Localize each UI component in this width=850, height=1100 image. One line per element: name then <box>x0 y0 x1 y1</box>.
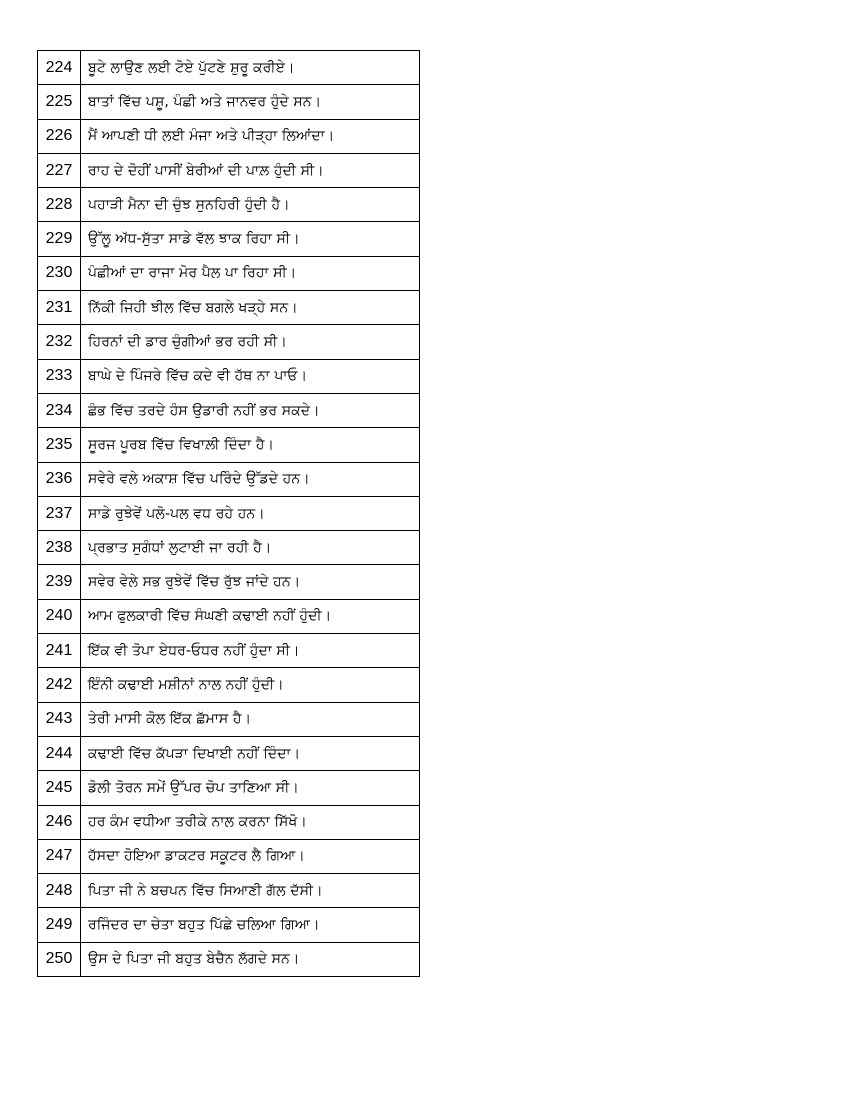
row-number: 247 <box>38 839 81 873</box>
row-number: 246 <box>38 805 81 839</box>
row-number: 234 <box>38 393 81 427</box>
row-sentence: ਪ੍ਰਭਾਤ ਸੁਗੰਧਾਂ ਲੁਟਾਈ ਜਾ ਰਹੀ ਹੈ। <box>81 531 420 565</box>
table-row <box>38 359 420 393</box>
row-number: 238 <box>38 531 81 565</box>
table-row <box>38 634 420 668</box>
table-row <box>38 119 420 153</box>
row-number: 249 <box>38 908 81 942</box>
row-number: 241 <box>38 634 81 668</box>
row-number: 229 <box>38 222 81 256</box>
row-sentence: ਨਿੱਕੀ ਜਿਹੀ ਝੀਲ ਵਿੱਚ ਬਗਲੇ ਖੜ੍ਹੇ ਸਨ। <box>81 291 420 325</box>
table-row <box>38 85 420 119</box>
row-sentence: ਡੋਲੀ ਤੋਰਨ ਸਮੇਂ ਉੱਪਰ ਚੋਪ ਤਾਣਿਆ ਸੀ। <box>81 771 420 805</box>
table-row <box>38 531 420 565</box>
row-sentence: ਹਰ ਕੰਮ ਵਧੀਆ ਤਰੀਕੇ ਨਾਲ ਕਰਨਾ ਸਿੱਖੋ। <box>81 805 420 839</box>
table-row <box>38 874 420 908</box>
row-sentence: ਉੱਲੂ ਅੱਧ-ਸੁੱਤਾ ਸਾਡੇ ਵੱਲ ਝਾਕ ਰਿਹਾ ਸੀ। <box>81 222 420 256</box>
table-row <box>38 599 420 633</box>
table-row <box>38 771 420 805</box>
table-row <box>38 736 420 770</box>
row-sentence: ਬਾਘੇ ਦੇ ਪਿੰਜਰੇ ਵਿੱਚ ਕਦੇ ਵੀ ਹੱਥ ਨਾ ਪਾਓ। <box>81 359 420 393</box>
row-sentence: ਸੂਰਜ ਪੂਰਬ ਵਿੱਚ ਵਿਖਾਲ਼ੀ ਦਿੰਦਾ ਹੈ। <box>81 428 420 462</box>
row-sentence: ਇੰਨੀ ਕਢਾਈ ਮਸ਼ੀਨਾਂ ਨਾਲ ਨਹੀਂ ਹੁੰਦੀ। <box>81 668 420 702</box>
row-number: 232 <box>38 325 81 359</box>
row-sentence: ਬੂਟੇ ਲਾਉਣ ਲਈ ਟੋਏ ਪੁੱਟਣੇ ਸ਼ੁਰੂ ਕਰੀਏ। <box>81 51 420 85</box>
row-sentence: ਪੰਛੀਆਂ ਦਾ ਰਾਜਾ ਮੋਰ ਪੈਲ ਪਾ ਰਿਹਾ ਸੀ। <box>81 256 420 290</box>
row-number: 250 <box>38 942 81 976</box>
row-sentence: ਸਵੇਰੇ ਵਲੇ ਅਕਾਸ਼ ਵਿੱਚ ਪਰਿੰਦੇ ਉੱਡਦੇ ਹਨ। <box>81 462 420 496</box>
table-row <box>38 291 420 325</box>
table-row <box>38 325 420 359</box>
table-row <box>38 462 420 496</box>
row-sentence: ਬਾਤਾਂ ਵਿੱਚ ਪਸ਼ੂ, ਪੰਛੀ ਅਤੇ ਜਾਨਵਰ ਹੁੰਦੇ ਸਨ। <box>81 85 420 119</box>
row-number: 245 <box>38 771 81 805</box>
row-sentence: ਤੇਰੀ ਮਾਸੀ ਕੋਲ ਇੱਕ ਛੱਮਾਸ ਹੈ। <box>81 702 420 736</box>
row-number: 237 <box>38 496 81 530</box>
row-number: 235 <box>38 428 81 462</box>
row-number: 240 <box>38 599 81 633</box>
row-sentence: ਪਹਾੜੀ ਮੈਨਾ ਦੀ ਚੁੰਝ ਸੁਨਹਿਰੀ ਹੁੰਦੀ ਹੈ। <box>81 188 420 222</box>
table-row <box>38 393 420 427</box>
row-number: 243 <box>38 702 81 736</box>
table-row <box>38 496 420 530</box>
table-row <box>38 702 420 736</box>
table-row <box>38 428 420 462</box>
row-number: 230 <box>38 256 81 290</box>
row-number: 236 <box>38 462 81 496</box>
row-sentence: ਪਿਤਾ ਜੀ ਨੇ ਬਚਪਨ ਵਿੱਚ ਸਿਆਣੀ ਗੱਲ ਦੱਸੀ। <box>81 874 420 908</box>
table-row <box>38 839 420 873</box>
row-sentence: ਉਸ ਦੇ ਪਿਤਾ ਜੀ ਬਹੁਤ ਬੇਚੈਨ ਲੱਗਦੇ ਸਨ। <box>81 942 420 976</box>
row-sentence: ਮੈਂ ਆਪਣੀ ਧੀ ਲਈ ਮੰਜਾ ਅਤੇ ਪੀੜ੍ਹਾ ਲਿਆਂਦਾ। <box>81 119 420 153</box>
row-number: 231 <box>38 291 81 325</box>
table-row <box>38 805 420 839</box>
table-row <box>38 942 420 976</box>
sentence-table <box>37 50 420 977</box>
row-sentence: ਆਮ ਫੁਲਕਾਰੀ ਵਿੱਚ ਸੰਘਣੀ ਕਢਾਈ ਨਹੀਂ ਹੁੰਦੀ। <box>81 599 420 633</box>
table-row <box>38 908 420 942</box>
row-sentence: ਰਾਹ ਦੇ ਦੋਹੀਂ ਪਾਸੀਂ ਬੇਰੀਆਂ ਦੀ ਪਾਲ਼ ਹੁੰਦੀ ਸੀ। <box>81 153 420 187</box>
table-row <box>38 222 420 256</box>
row-number: 228 <box>38 188 81 222</box>
row-number: 226 <box>38 119 81 153</box>
table-row <box>38 153 420 187</box>
row-number: 233 <box>38 359 81 393</box>
row-sentence: ਇੱਕ ਵੀ ਤੋਪਾ ਏਧਰ-ਓਧਰ ਨਹੀਂ ਹੁੰਦਾ ਸੀ। <box>81 634 420 668</box>
table-row <box>38 256 420 290</box>
table-row <box>38 565 420 599</box>
table-row <box>38 188 420 222</box>
table-row <box>38 668 420 702</box>
row-number: 244 <box>38 736 81 770</box>
row-sentence: ਛੰਭ ਵਿੱਚ ਤਰਦੇ ਹੰਸ ਉਡਾਰੀ ਨਹੀਂ ਭਰ ਸਕਦੇ। <box>81 393 420 427</box>
row-sentence: ਸਵੇਰ ਵੇਲੇ ਸਭ ਰੁਝੇਵੇਂ ਵਿੱਚ ਰੁੱਝ ਜਾਂਦੇ ਹਨ। <box>81 565 420 599</box>
row-sentence: ਕਢਾਈ ਵਿੱਚ ਕੱਪੜਾ ਦਿਖਾਈ ਨਹੀਂ ਦਿੰਦਾ। <box>81 736 420 770</box>
row-sentence: ਹੱਸਦਾ ਹੋਇਆ ਡਾਕਟਰ ਸਕੂਟਰ ਲੈ ਗਿਆ। <box>81 839 420 873</box>
row-sentence: ਹਿਰਨਾਂ ਦੀ ਡਾਰ ਚੁੰਗੀਆਂ ਭਰ ਰਹੀ ਸੀ। <box>81 325 420 359</box>
row-sentence: ਰਜਿੰਦਰ ਦਾ ਚੇਤਾ ਬਹੁਤ ਪਿੱਛੇ ਚਲਿਆ ਗਿਆ। <box>81 908 420 942</box>
row-number: 225 <box>38 85 81 119</box>
row-number: 227 <box>38 153 81 187</box>
table-row <box>38 51 420 85</box>
row-sentence: ਸਾਡੇ ਰੁਝੇਵੇਂ ਪਲੋ-ਪਲ ਵਧ ਰਹੇ ਹਨ। <box>81 496 420 530</box>
row-number: 248 <box>38 874 81 908</box>
table-body <box>38 51 420 977</box>
row-number: 224 <box>38 51 81 85</box>
row-number: 242 <box>38 668 81 702</box>
row-number: 239 <box>38 565 81 599</box>
